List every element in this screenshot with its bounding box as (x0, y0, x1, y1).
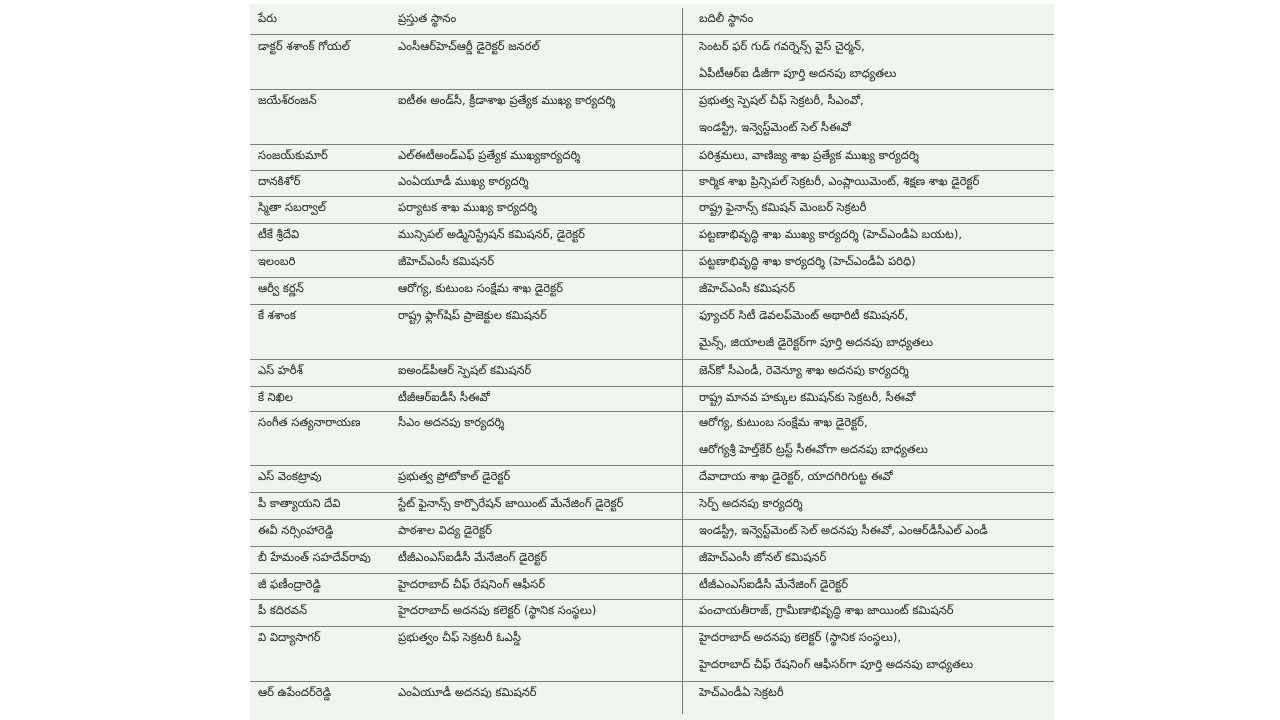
table-row (250, 681, 1054, 720)
current-position: మున్సిపల్ అడ్మినిస్ట్రేషన్ కమిషనర్, డైరెక్టర్ (398, 227, 585, 241)
officer-name: టీకే శ్రీదేవి (258, 227, 300, 241)
officer-name: జయేశ్‌రంజన్ (258, 93, 317, 107)
table-row (250, 35, 1054, 90)
current-position: టీజీఆర్ఐడీసీ సీఈవో (398, 390, 490, 404)
current-position: ఎల్ఈటీఅండ్ఎఫ్ ప్రత్యేక ముఖ్యకార్యదర్శి (398, 148, 581, 162)
transfer-position-line: పంచాయతీరాజ్, గ్రామీణాభివృద్ధి శాఖ జాయింట్ కమిషనర్ (699, 603, 954, 617)
transfer-position-line: రాష్ట్ర మానవ హక్కుల కమిషన్‌కు సెక్రటరీ, సీఈవో (699, 390, 916, 404)
transfer-position-line: ఆరోగ్య, కుటుంబ సంక్షేమ శాఖ డైరెక్టర్, (699, 415, 868, 429)
transfer-position-line: పరిశ్రమలు, వాణిజ్య శాఖ ప్రత్యేక ముఖ్య కార్యదర్శి (699, 148, 919, 162)
header-transfer-position: బదిలీ స్థానం (699, 11, 754, 25)
transfer-position-line: జీహెచ్‌ఎంసీ కమిషనర్ (699, 281, 796, 295)
transfer-position-line: ప్రభుత్వ స్పెషల్ చీఫ్ సెక్రటరీ, సీఎంవో, (699, 93, 864, 107)
table-header-row (250, 4, 1054, 35)
current-position: పాఠశాల విద్య డైరెక్టర్ (398, 523, 492, 537)
table-row (250, 626, 1054, 682)
current-position: హైదరాబాద్ అదనపు కలెక్టర్ (స్థానిక సంస్థలు) (398, 603, 597, 617)
table-row (250, 223, 1054, 251)
officer-name: దానకిశోర్ (258, 174, 301, 188)
transfer-position-line: సెంటర్ ఫర్ గుడ్ గవర్నెన్స్ వైస్ చైర్మన్, (699, 39, 865, 53)
transfer-position-line: హైదరాబాద్ చీఫ్ రేషనింగ్ ఆఫీసర్‌గా పూర్తి అదనపు బాధ్యతలు (699, 657, 974, 671)
table-row (250, 411, 1054, 466)
transfer-position-line: ఇండస్ట్రీ, ఇన్వెస్ట్‌మెంట్ సెల్ సీఈవో (699, 120, 851, 134)
table-row (250, 465, 1054, 493)
transfer-position-line: హెచ్‌ఎండీఏ సెక్రటరీ (699, 685, 784, 699)
transfer-position-line: జెన్‌కో సీఎండీ, రెవెన్యూ శాఖ అదనపు కార్యదర్శి (699, 363, 909, 377)
officer-name: ఆర్ ఉపేందర్‌రెడ్డి (258, 685, 332, 699)
officer-name: సంజయ్‌కుమార్ (258, 148, 328, 162)
transfer-position-line: సెర్ప్ అదనపు కార్యదర్శి (699, 496, 803, 510)
transfer-position-line: మైన్స్, జియాలజీ డైరెక్టర్‌గా పూర్తి అదనపు బాధ్యతలు (699, 335, 933, 349)
officer-name: కే శశాంక (258, 308, 296, 322)
officer-name: డాక్టర్ శశాంక్ గోయల్ (258, 39, 350, 53)
transfer-position-line: పట్టణాభివృద్ధి శాఖ ముఖ్య కార్యదర్శి (హెచ్‌ఎండీఏ బయట), (699, 227, 963, 241)
officer-name: కే నిఖిల (258, 390, 293, 404)
current-position: ఐటీఈ అండ్‌సీ, క్రీడాశాఖ ప్రత్యేక ముఖ్య కార్యదర్శి (398, 93, 616, 107)
officer-name: స్మితా సబర్వాల్ (258, 200, 326, 214)
table-row (250, 546, 1054, 574)
current-position: రాష్ట్ర ఫ్లాగ్‌షిప్ ప్రాజెక్టుల కమిషనర్ (398, 308, 547, 322)
current-position: టీజీఎంఎస్ఐడీసీ మేనేజింగ్ డైరెక్టర్ (398, 550, 548, 564)
current-position: ఎంఏయూడీ ముఖ్య కార్యదర్శి (398, 174, 529, 188)
transfer-position-line: దేవాదాయ శాఖ డైరెక్టర్, యాదగిరిగుట్ట ఈవో (699, 469, 893, 483)
officer-name: ఎస్ హరీశ్ (258, 363, 303, 377)
table-row (250, 599, 1054, 627)
officer-name: పీ కదిరవన్ (258, 603, 308, 617)
table-row (250, 250, 1054, 278)
current-position: ప్రభుత్వం చీఫ్ సెక్రటరీ ఓఎస్డీ (398, 630, 521, 644)
current-position: ఎంఏయూడీ అదనపు కమిషనర్ (398, 685, 537, 699)
table-row (250, 573, 1054, 600)
table-row (250, 89, 1054, 145)
current-position: ఆరోగ్య, కుటుంబ సంక్షేమ శాఖ డైరెక్టర్ (398, 281, 563, 295)
table-row (250, 492, 1054, 520)
transfer-position-line: జీహెచ్‌ఎంసీ జోనల్ కమిషనర్ (699, 550, 827, 564)
transfer-position-line: కార్మిక శాఖ ప్రిన్సిపల్ సెక్రటరీ, ఎంప్లాయిమెంట్, శిక్షణ శాఖ డైరెక్టర్ (699, 174, 980, 188)
transfer-position-line: హైదరాబాద్ అదనపు కలెక్టర్ (స్థానిక సంస్థలు), (699, 630, 902, 644)
current-position: ఐఅండ్‌పీఆర్ స్పెషల్ కమిషనర్ (398, 363, 532, 377)
table-row (250, 519, 1054, 547)
table-row (250, 196, 1054, 224)
header-current-position: ప్రస్తుత స్థానం (398, 11, 457, 25)
current-position: ప్రభుత్వ ప్రోటోకాల్ డైరెక్టర్ (398, 469, 511, 483)
transfer-position-line: టీజీఎంఎస్ఐడీసీ మేనేజింగ్ డైరెక్టర్ (699, 577, 849, 591)
current-position: హైదరాబాద్ చీఫ్ రేషనింగ్ ఆఫీసర్ (398, 577, 546, 591)
current-position: స్టేట్ ఫైనాన్స్ కార్పొరేషన్ జాయింట్ మేనేజింగ్ డైరెక్టర్ (398, 496, 624, 510)
officer-name: జీ ఫణీంద్రారెడ్డి (258, 577, 321, 591)
transfer-position-line: ఏపీటీఆర్ఐ డీజీగా పూర్తి అదనపు బాధ్యతలు (699, 66, 897, 80)
officer-name: ఆర్వీ కర్ణన్ (258, 281, 304, 295)
officer-name: ఎస్ వెంకట్రావు (258, 469, 322, 483)
table-row (250, 277, 1054, 305)
table-row (250, 170, 1054, 197)
officer-name: ఇలంబరి (258, 254, 296, 268)
officer-name: పీ కాత్యాయని దేవి (258, 496, 341, 510)
current-position: ఎంసీఆర్‌హెచ్‌ఆర్డీ డైరెక్టర్ జనరల్ (398, 39, 540, 53)
officer-name: ఈవీ నర్సింహారెడ్డి (258, 523, 334, 537)
transfer-position-line: ఇండస్ట్రీ, ఇన్వెస్ట్‌మెంట్ సెల్ అదనపు సీఈవో, ఎంఆర్‌డీసీఎల్ ఎండీ (699, 523, 988, 537)
current-position: సీఎం అదనపు కార్యదర్శి (398, 415, 505, 429)
table-row (250, 386, 1054, 412)
officer-name: బీ హేమంత్ సహదేవ్‌రావు (258, 550, 371, 564)
header-name: పేరు (258, 11, 277, 25)
transfer-position-line: ఫ్యూచర్ సిటీ డెవలప్‌మెంట్ అథారిటీ కమిషనర్, (699, 308, 909, 322)
transfer-position-line: రాష్ట్ర ఫైనాన్స్ కమిషన్ మెంబర్ సెక్రటరీ (699, 200, 867, 214)
transfer-position-line: ఆరోగ్యశ్రీ హెల్త్‌కేర్ ట్రస్ట్ సీఈవోగా అదనపు బాధ్యతలు (699, 442, 928, 456)
current-position: పర్యాటక శాఖ ముఖ్య కార్యదర్శి (398, 200, 537, 214)
current-position: జీహెచ్‌ఎంసీ కమిషనర్ (398, 254, 495, 268)
officer-name: సంగీత సత్యనారాయణ (258, 415, 361, 429)
officer-name: వి విద్యాసాగర్ (258, 630, 321, 644)
table-row (250, 304, 1054, 360)
transfer-position-line: పట్టణాభివృద్ధి శాఖ కార్యదర్శి (హెచ్‌ఎండీఏ పరిధి) (699, 254, 916, 268)
table-row (250, 144, 1054, 171)
table-row (250, 359, 1054, 387)
